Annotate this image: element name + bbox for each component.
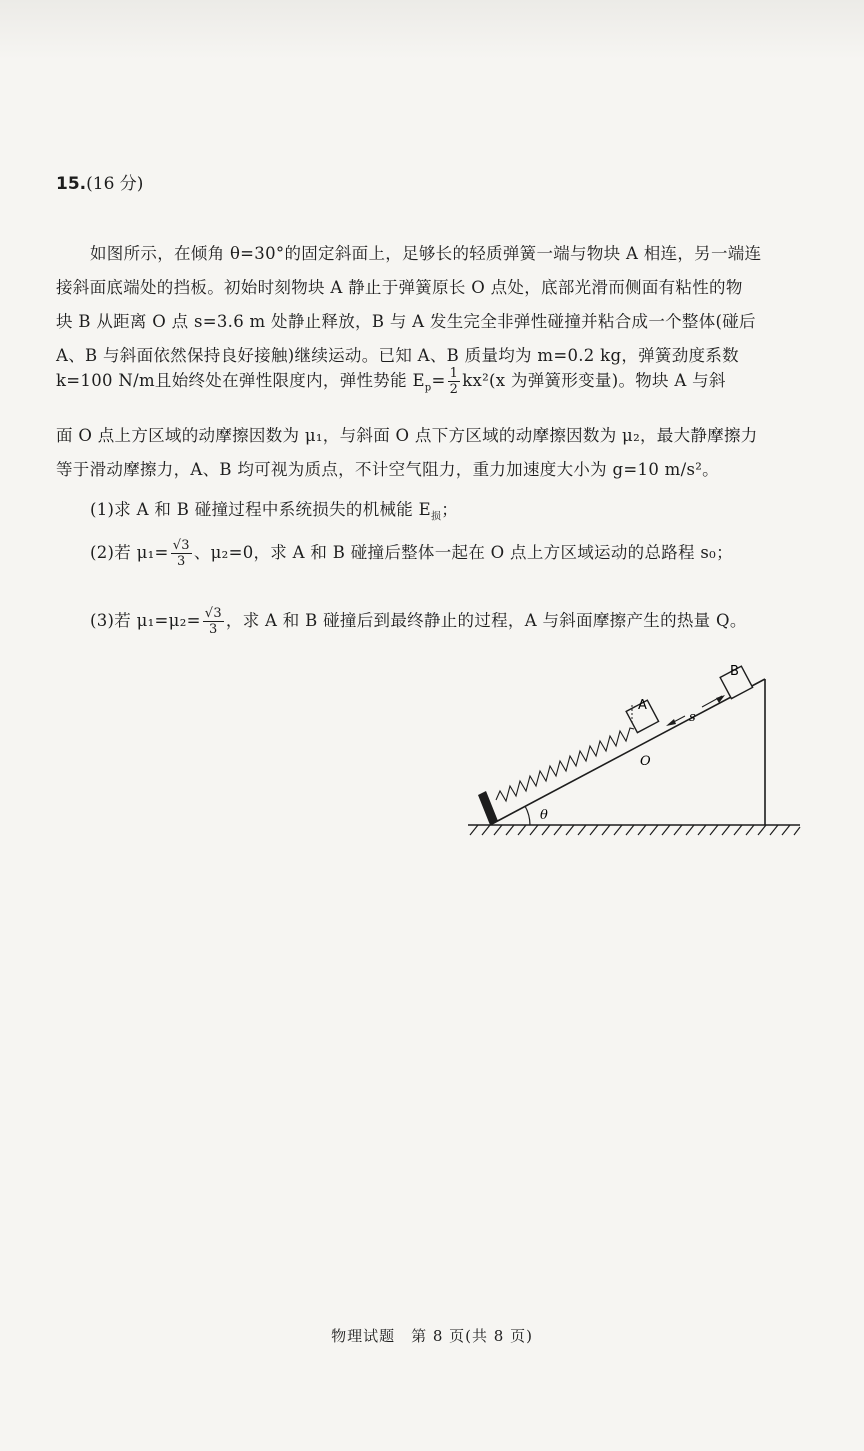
fraction-half-bottom: 2 (449, 382, 459, 397)
sub2-pre: (2)若 μ₁= (90, 543, 169, 562)
page-top-shadow (0, 0, 864, 60)
fraction-b-bottom: 3 (209, 622, 218, 637)
question-points: (16 分) (86, 174, 144, 194)
question-text-line-4: A、B 与斜面依然保持良好接触)继续运动。已知 A、B 质量均为 m=0.2 kg，弹簧劲度系数 (56, 346, 739, 365)
fraction-b-top: √3 (204, 606, 222, 621)
label-o: O (640, 754, 651, 769)
label-b: B (730, 664, 739, 679)
spring (496, 728, 634, 801)
line5-sub: p (424, 382, 432, 394)
question-text-line-1: 如图所示，在倾角 θ=30°的固定斜面上，足够长的轻质弹簧一端与物块 A 相连，另一端连 (90, 244, 762, 263)
incline-spring-diagram (460, 655, 810, 845)
question-text-line-7: 等于滑动摩擦力，A、B 均可视为质点，不计空气阻力，重力加速度大小为 g=10 m/s²。 (56, 460, 719, 479)
ground-hatch (470, 825, 800, 835)
baffle-plate (478, 791, 498, 825)
fraction-half-top: 1 (449, 366, 459, 381)
fraction-half (448, 366, 461, 397)
question-text-line-5 (56, 366, 816, 397)
question-text-line-2: 接斜面底端处的挡板。初始时刻物块 A 静止于弹簧原长 O 点处，底部光滑而侧面有粘性的物 (56, 278, 743, 297)
sub1-sub: 损 (430, 511, 442, 523)
sub-question-3 (90, 606, 747, 637)
theta-label: θ (540, 808, 548, 823)
fraction-a-bottom: 3 (176, 554, 186, 569)
sub-question-1 (90, 496, 458, 522)
s-arrowhead-left (666, 719, 676, 726)
label-a: A (638, 698, 647, 713)
sub-question-2 (90, 538, 733, 569)
sub2-post: 、μ₂=0，求 A 和 B 碰撞后整体一起在 O 点上方区域运动的总路程 s₀； (193, 543, 733, 562)
line5-pre: k=100 N/m且始终处在弹性限度内，弹性势能 E (56, 371, 425, 390)
fraction-a-top: √3 (172, 538, 190, 553)
line5-eq: = (431, 371, 446, 390)
sub1-post: ； (441, 500, 459, 519)
question-text-line-3: 块 B 从距离 O 点 s=3.6 m 处静止释放，B 与 A 发生完全非弹性碰撞并粘合成一个整体(碰后 (56, 312, 756, 331)
question-heading (56, 174, 143, 194)
incline-surface (490, 679, 765, 825)
sub3-pre: (3)若 μ₁=μ₂= (90, 611, 201, 630)
question-text-line-6: 面 O 点上方区域的动摩擦因数为 μ₁，与斜面 O 点下方区域的动摩擦因数为 μ₂，最大静摩擦力 (56, 426, 758, 445)
sub3-post: ，求 A 和 B 碰撞后到最终静止的过程，A 与斜面摩擦产生的热量 Q。 (225, 611, 747, 630)
angle-arc (525, 806, 530, 825)
fraction-sqrt3-over-3-b (203, 606, 224, 637)
label-s: s (689, 710, 696, 725)
sub1-pre: (1)求 A 和 B 碰撞过程中系统损失的机械能 E (90, 500, 431, 519)
question-number: 15. (56, 174, 87, 194)
page-footer: 物理试题 第 8 页(共 8 页) (331, 1327, 533, 1345)
line5-post: kx²(x 为弹簧形变量)。物块 A 与斜 (462, 371, 726, 390)
fraction-sqrt3-over-3-a (171, 538, 192, 569)
